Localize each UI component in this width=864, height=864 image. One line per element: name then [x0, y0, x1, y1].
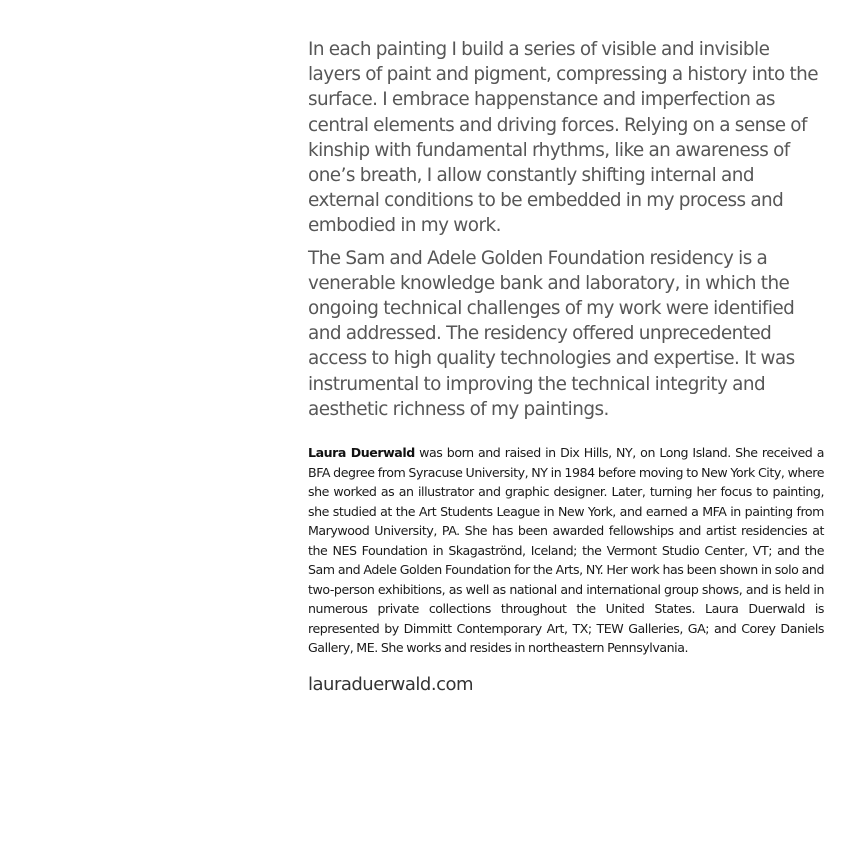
text-column — [308, 37, 824, 697]
artist-statement-paragraph-1: In each painting I build a series of visible and invisible layers of paint and pigment, compressing a history into the surface. I embrace happenstance and imperfection as central elements and driving forces. Relying on a sense of kinship with fundamental rhythms, like an awareness of one’s breath, I allow constantly shifting internal and external conditions to be embedded in my process and embodied in my work. — [308, 39, 818, 237]
artist-statement-paragraph-2: The Sam and Adele Golden Foundation residency is a venerable knowledge bank and laboratory, in which the ongoing technical challenges of my work were identified and addressed. The residency offered unprecedented access to high quality technologies and expertise. It was instrumental to improving the technical integrity and aesthetic richness of my paintings. — [308, 247, 795, 420]
artist-name: Laura Duerwald — [308, 445, 415, 461]
artist-bio-text: was born and raised in Dix Hills, NY, on Long Island. She received a BFA degree from Syracuse University, NY in 1984 before moving to New York City, where she worked as an illustrator and graphic designer. Later, turning her focus to painting, she studied at the Art Students League in New York, and earned a MFA in painting from Marywood University, PA. She has been awarded fellowships and artist residencies at the NES Foundation in Skagaströnd, Iceland; the Vermont Studio Center, VT; and the Sam and Adele Golden Foundation for the Arts, NY. Her work has been shown in solo and two-person exhibitions, as well as national and international group shows, and is held in numerous private collections throughout the United States. Laura Duerwald is represented by Dimmitt Contemporary Art, TX; TEW Galleries, GA; and Corey Daniels Gallery, ME. She works and resides in northeastern Pennsylvania. — [308, 445, 824, 656]
artist-bio — [308, 443, 824, 658]
website-link[interactable]: lauraduerwald.com — [308, 673, 474, 695]
